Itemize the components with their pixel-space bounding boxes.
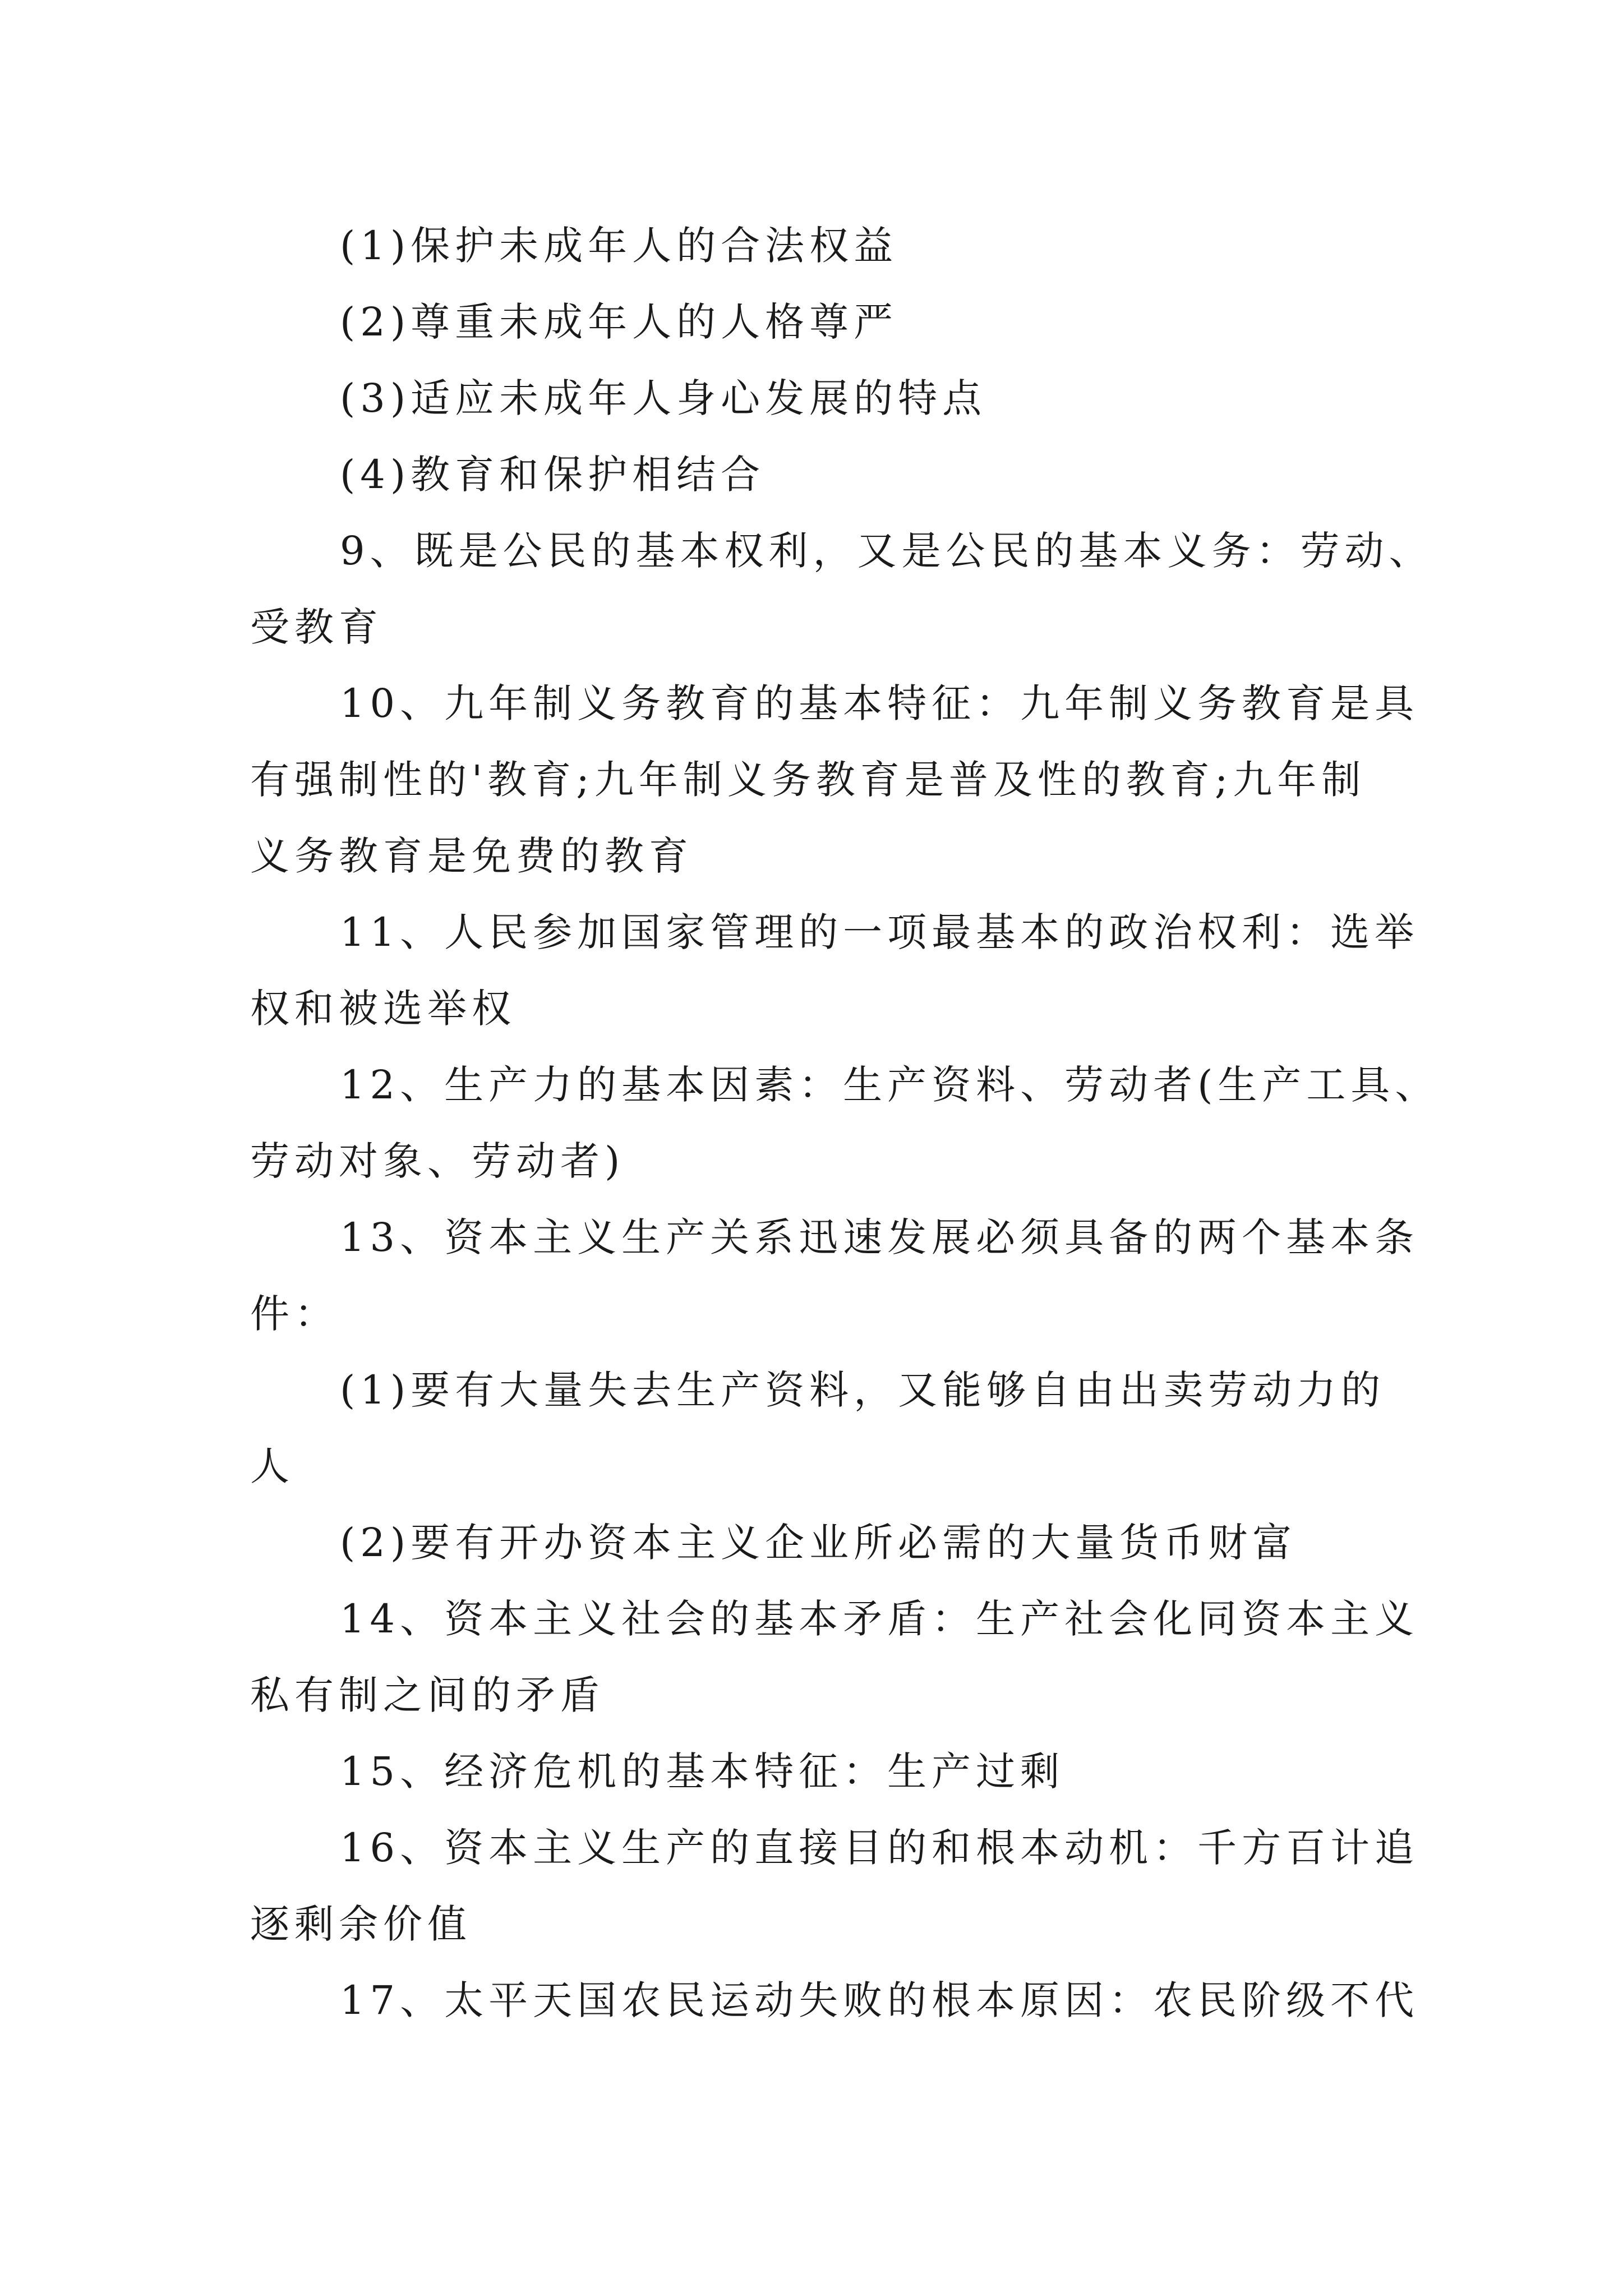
text-line: (4)教育和保护相结合 (340, 452, 766, 498)
text-line: 劳动对象、劳动者) (250, 1138, 625, 1184)
text-line: (2)尊重未成年人的人格尊严 (340, 299, 898, 345)
text-line: 权和被选举权 (250, 986, 516, 1032)
text-line: 10、九年制义务教育的基本特征：九年制义务教育是具 (340, 680, 1419, 726)
text-line: 14、资本主义社会的基本矛盾：生产社会化同资本主义 (340, 1596, 1419, 1642)
text-line: (2)要有开办资本主义企业所必需的大量货币财富 (340, 1520, 1297, 1566)
document-body (250, 208, 1440, 2039)
text-line: (1)保护未成年人的合法权益 (340, 223, 898, 269)
text-line: 受教育 (250, 604, 383, 650)
text-line: 12、生产力的基本因素：生产资料、劳动者(生产工具、 (340, 1062, 1440, 1108)
text-line: 15、经济危机的基本特征：生产过剩 (340, 1749, 1065, 1795)
text-line: 11、人民参加国家管理的一项最基本的政治权利：选举 (340, 909, 1419, 955)
text-line: 13、资本主义生产关系迅速发展必须具备的两个基本条 (340, 1214, 1419, 1260)
text-line: 17、太平天国农民运动失败的根本原因：农民阶级不代 (340, 1977, 1419, 2023)
text-line: 义务教育是免费的教育 (250, 833, 693, 879)
text-line: 16、资本主义生产的直接目的和根本动机：千方百计追 (340, 1825, 1419, 1871)
text-line: 件： (250, 1291, 339, 1337)
text-line: (3)适应未成年人身心发展的特点 (340, 375, 987, 421)
text-line: 私有制之间的矛盾 (250, 1672, 605, 1718)
text-line: 人 (250, 1443, 294, 1489)
text-line: 9、既是公民的基本权利，又是公民的基本义务：劳动、 (340, 528, 1433, 574)
text-line: 逐剩余价值 (250, 1901, 472, 1947)
text-line: (1)要有大量失去生产资料，又能够自由出卖劳动力的 (340, 1367, 1386, 1413)
text-line: 有强制性的'教育;九年制义务教育是普及性的教育;九年制 (250, 757, 1366, 803)
